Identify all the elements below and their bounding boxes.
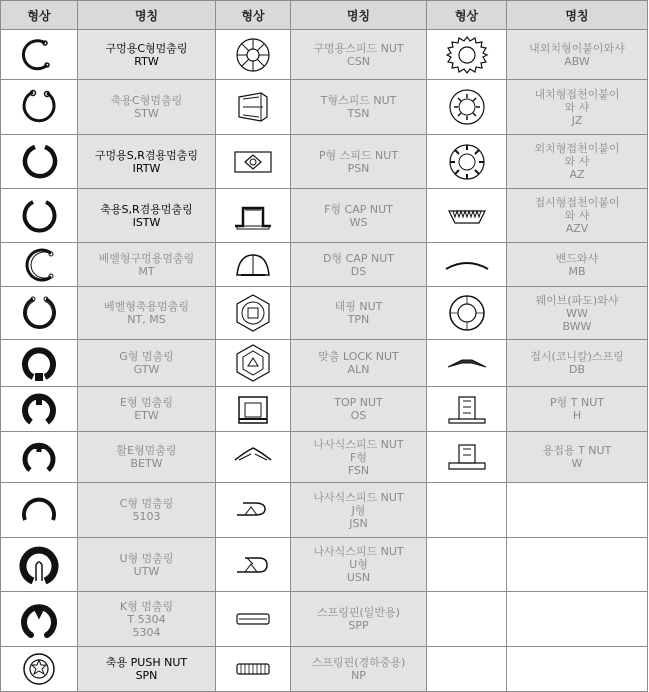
part-shape-cell <box>1 592 78 647</box>
part-name-cell: 베벨형축용멈춤링 NT, MS <box>78 287 216 340</box>
part-shape-cell <box>427 135 507 189</box>
part-shape-cell <box>216 80 291 135</box>
header-name: 명칭 <box>291 1 427 30</box>
part-name-cell: 외치형접천이붙이 와 샤 AZ <box>507 135 648 189</box>
part-name-cell: 접시(코니칼)스프링 DB <box>507 340 648 387</box>
part-shape-cell <box>427 287 507 340</box>
weld-t-nut-icon <box>427 437 506 477</box>
table-row <box>1 592 648 647</box>
empty-name-cell <box>507 647 648 692</box>
part-shape-cell <box>216 340 291 387</box>
p-t-nut-icon <box>427 389 506 429</box>
part-name-cell: 축용 PUSH NUT SPN <box>78 647 216 692</box>
part-shape-cell <box>427 189 507 243</box>
part-name-cell: C형 멈춤링 5103 <box>78 483 216 538</box>
external-tooth-washer-icon <box>427 33 506 77</box>
part-name-cell: 접시형접천이붙이 와 샤 AZV <box>507 189 648 243</box>
lock-nut-icon <box>216 341 290 385</box>
part-shape-cell <box>1 387 78 432</box>
part-shape-cell <box>1 340 78 387</box>
part-shape-cell <box>216 538 291 592</box>
part-name-cell: 구멍용S,R겸용멈춤링 IRTW <box>78 135 216 189</box>
part-name-cell: K형 멈춤링 T 5304 5304 <box>78 592 216 647</box>
empty-shape-cell <box>427 592 507 647</box>
k-ring-icon <box>1 597 77 641</box>
part-shape-cell <box>427 432 507 483</box>
part-shape-cell <box>216 189 291 243</box>
part-shape-cell <box>216 243 291 287</box>
part-shape-cell <box>216 135 291 189</box>
spring-pin-light-icon <box>216 659 290 679</box>
part-name-cell: 구멍용C형멈춤링 RTW <box>78 30 216 80</box>
part-shape-cell <box>427 387 507 432</box>
band-washer-icon <box>427 255 506 275</box>
part-name-cell: 맞춤 LOCK NUT ALN <box>291 340 427 387</box>
part-shape-cell <box>427 80 507 135</box>
part-shape-cell <box>1 135 78 189</box>
part-name-cell: 웨이브(파도)와샤 WW BWW <box>507 287 648 340</box>
dish-tooth-washer-icon <box>427 201 506 231</box>
part-name-cell: U형 멈춤링 UTW <box>78 538 216 592</box>
part-shape-cell <box>1 432 78 483</box>
c-ring-internal-icon <box>1 35 77 75</box>
screw-speed-nut-j-icon <box>216 495 290 525</box>
part-name-cell: 나사식스피드 NUT J형 JSN <box>291 483 427 538</box>
empty-shape-cell <box>427 538 507 592</box>
header-shape: 형상 <box>216 1 291 30</box>
part-shape-cell <box>1 483 78 538</box>
bevel-ring-shaft-icon <box>1 291 77 335</box>
sr-ring-internal-icon <box>1 140 77 184</box>
part-shape-cell <box>216 387 291 432</box>
part-name-cell: 태핑 NUT TPN <box>291 287 427 340</box>
part-shape-cell <box>216 592 291 647</box>
part-shape-cell <box>1 30 78 80</box>
table-row <box>1 30 648 80</box>
table-row <box>1 483 648 538</box>
empty-name-cell <box>507 538 648 592</box>
c-ring-shaft-icon <box>1 85 77 129</box>
screw-speed-nut-f-icon <box>216 442 290 472</box>
part-name-cell: 스프링핀(경하중용) NP <box>291 647 427 692</box>
part-name-cell: 내치형접천이붙이 와 샤 JZ <box>507 80 648 135</box>
part-shape-cell <box>1 287 78 340</box>
table-row <box>1 243 648 287</box>
sr-ring-shaft-icon <box>1 194 77 238</box>
part-shape-cell <box>1 189 78 243</box>
table-row <box>1 538 648 592</box>
c-ring-5103-icon <box>1 492 77 528</box>
part-shape-cell <box>1 647 78 692</box>
empty-name-cell <box>507 592 648 647</box>
speed-nut-round-icon <box>216 35 290 75</box>
top-nut-icon <box>216 389 290 429</box>
empty-shape-cell <box>427 483 507 538</box>
wave-washer-icon <box>427 291 506 335</box>
table-row <box>1 189 648 243</box>
part-name-cell: 내외치형이붙이와샤 ABW <box>507 30 648 80</box>
part-shape-cell <box>427 340 507 387</box>
part-name-cell: 용접용 T NUT W <box>507 432 648 483</box>
part-name-cell: P형 T NUT H <box>507 387 648 432</box>
part-name-cell: T형스피드 NUT TSN <box>291 80 427 135</box>
part-shape-cell <box>216 287 291 340</box>
part-name-cell: E형 멈춤링 ETW <box>78 387 216 432</box>
empty-shape-cell <box>427 647 507 692</box>
part-name-cell: D형 CAP NUT DS <box>291 243 427 287</box>
push-nut-icon <box>1 649 77 689</box>
part-shape-cell <box>216 432 291 483</box>
part-name-cell: 베벨형구멍용멈춤링 MT <box>78 243 216 287</box>
part-name-cell: P형 스피드 NUT PSN <box>291 135 427 189</box>
conical-spring-icon <box>427 353 506 373</box>
tapping-nut-icon <box>216 291 290 335</box>
internal-tooth-washer-icon <box>427 85 506 129</box>
header-shape: 형상 <box>1 1 78 30</box>
table-row <box>1 80 648 135</box>
f-cap-nut-icon <box>216 196 290 236</box>
table-row <box>1 340 648 387</box>
part-name-cell: 활E형멈춤링 BETW <box>78 432 216 483</box>
header-name: 명칭 <box>507 1 648 30</box>
p-speed-nut-icon <box>216 142 290 182</box>
u-ring-icon <box>1 543 77 587</box>
external-serrated-washer-icon <box>427 140 506 184</box>
spring-pin-icon <box>216 609 290 629</box>
part-shape-cell <box>216 647 291 692</box>
header-row <box>1 1 648 30</box>
table-row <box>1 135 648 189</box>
part-shape-cell <box>1 243 78 287</box>
e-ring-icon <box>1 389 77 429</box>
part-name-cell: 축용C형멈춤링 STW <box>78 80 216 135</box>
part-shape-cell <box>216 30 291 80</box>
table-row <box>1 647 648 692</box>
table-row <box>1 432 648 483</box>
part-name-cell: F형 CAP NUT WS <box>291 189 427 243</box>
bow-e-ring-icon <box>1 437 77 477</box>
part-name-cell: TOP NUT OS <box>291 387 427 432</box>
part-name-cell: G형 멈춤링 GTW <box>78 340 216 387</box>
screw-speed-nut-u-icon <box>216 550 290 580</box>
part-name-cell: 나사식스피드 NUT F형 FSN <box>291 432 427 483</box>
part-shape-cell <box>427 30 507 80</box>
part-name-cell: 나사식스피드 NUT U형 USN <box>291 538 427 592</box>
part-name-cell: 축용S,R겸용멈춤링 ISTW <box>78 189 216 243</box>
part-name-cell: 구멍용스피드 NUT CSN <box>291 30 427 80</box>
part-shape-cell <box>1 538 78 592</box>
g-ring-icon <box>1 343 77 383</box>
part-shape-cell <box>427 243 507 287</box>
part-name-cell: 밴드와샤 MB <box>507 243 648 287</box>
header-shape: 형상 <box>427 1 507 30</box>
bevel-ring-internal-icon <box>1 245 77 285</box>
header-name: 명칭 <box>78 1 216 30</box>
part-name-cell: 스프링핀(일반용) SPP <box>291 592 427 647</box>
part-shape-cell <box>216 483 291 538</box>
t-speed-nut-icon <box>216 87 290 127</box>
table-row <box>1 387 648 432</box>
table-row <box>1 287 648 340</box>
part-shape-cell <box>1 80 78 135</box>
d-cap-nut-icon <box>216 245 290 285</box>
empty-name-cell <box>507 483 648 538</box>
